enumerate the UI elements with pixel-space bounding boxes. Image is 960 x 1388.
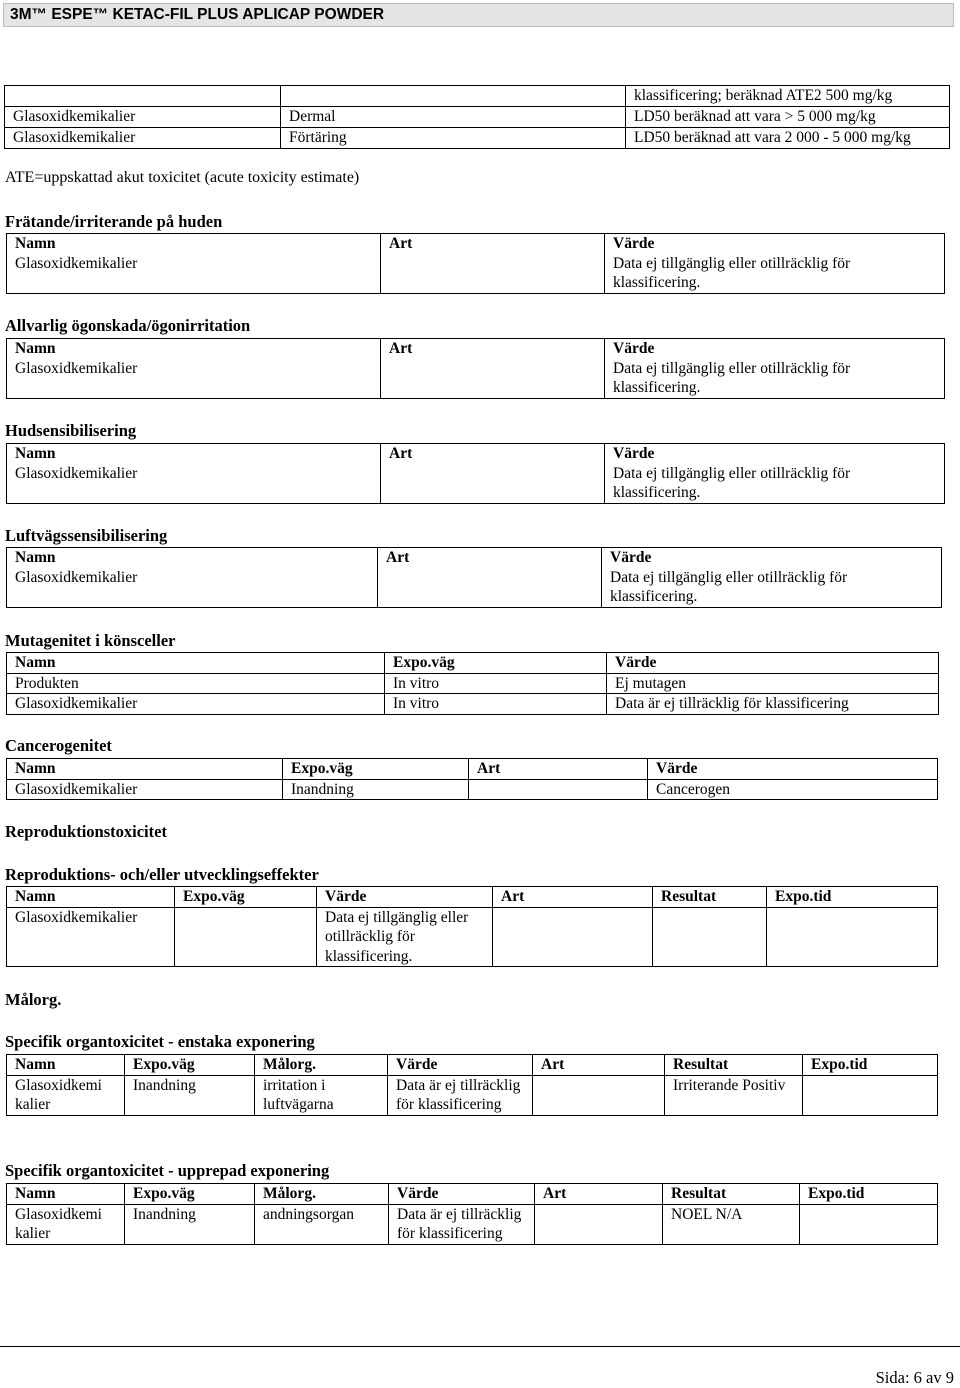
table-cell xyxy=(653,907,767,967)
table-cell xyxy=(493,907,653,967)
section-title: Hudsensibilisering xyxy=(5,421,137,440)
eye-damage-table xyxy=(6,338,945,399)
column-header: Värde xyxy=(602,548,942,568)
table-cell: Data är ej tillräcklig för klassificering xyxy=(607,694,939,715)
table-cell xyxy=(5,86,281,107)
table-row xyxy=(5,86,950,107)
table-header-row xyxy=(7,653,939,674)
column-header: Expo.tid xyxy=(767,887,938,908)
table-header-row xyxy=(7,759,938,780)
table-cell: LD50 beräknad att vara > 5 000 mg/kg xyxy=(626,107,950,128)
table-cell xyxy=(469,779,648,800)
table-cell: andningsorgan xyxy=(255,1204,389,1244)
column-header: Namn xyxy=(7,234,381,254)
reproductive-table xyxy=(6,886,938,967)
column-header: Namn xyxy=(7,548,378,568)
column-header: Art xyxy=(381,444,605,464)
section-title: Luftvägssensibilisering xyxy=(5,526,168,545)
table-cell: Glasoxidkemikalier xyxy=(7,359,381,399)
column-header: Namn xyxy=(7,339,381,359)
table-cell xyxy=(381,359,605,399)
table-cell: Glasoxidkemi kalier xyxy=(7,1204,125,1244)
column-header: Värde xyxy=(648,759,938,780)
column-header: Art xyxy=(493,887,653,908)
column-header: Värde xyxy=(607,653,939,674)
table-cell: Ej mutagen xyxy=(607,673,939,694)
table-header-row xyxy=(7,1055,938,1076)
stot-repeat-table xyxy=(6,1183,938,1245)
column-header: Art xyxy=(469,759,648,780)
section-title: Reproduktionstoxicitet xyxy=(5,822,167,841)
table-cell: LD50 beräknad att vara 2 000 - 5 000 mg/kg xyxy=(626,128,950,149)
table-cell: Data är ej tillräcklig för klassificering xyxy=(388,1075,533,1115)
section-title: Mutagenitet i könsceller xyxy=(5,631,176,650)
mutagenicity-table xyxy=(6,652,939,715)
section-title: Frätande/irriterande på huden xyxy=(5,212,223,231)
table-row xyxy=(5,128,950,149)
table-cell: Data ej tillgänglig eller otillräcklig för klassificering. xyxy=(317,907,493,967)
table-cell: klassificering; beräknad ATE2 500 mg/kg xyxy=(626,86,950,107)
table-cell: Inandning xyxy=(125,1075,255,1115)
table-row xyxy=(7,1204,938,1244)
table-cell: irritation i luftvägarna xyxy=(255,1075,388,1115)
table-cell: Data ej tillgänglig eller otillräcklig för klassificering. xyxy=(605,464,945,504)
column-header: Art xyxy=(381,339,605,359)
column-header: Namn xyxy=(7,1055,125,1076)
column-header: Värde xyxy=(605,339,945,359)
footer-divider xyxy=(0,1346,960,1347)
column-header: Resultat xyxy=(653,887,767,908)
column-header: Namn xyxy=(7,759,283,780)
table-header-row xyxy=(7,234,945,254)
table-cell: Glasoxidkemikalier xyxy=(7,464,381,504)
table-row xyxy=(7,568,942,608)
table-cell: Data är ej tillräcklig för klassificering xyxy=(389,1204,535,1244)
section-title: Specifik organtoxicitet - upprepad exponering xyxy=(5,1161,330,1180)
table-cell: In vitro xyxy=(385,673,607,694)
column-header: Värde xyxy=(389,1184,535,1205)
document-header: 3M™ ESPE™ KETAC-FIL PLUS APLICAP POWDER xyxy=(3,3,954,27)
column-header: Expo.väg xyxy=(283,759,469,780)
table-cell xyxy=(175,907,317,967)
column-header: Art xyxy=(378,548,602,568)
column-header: Värde xyxy=(388,1055,533,1076)
ate-note: ATE=uppskattad akut toxicitet (acute toxicity estimate) xyxy=(5,169,360,186)
table-header-row xyxy=(7,548,942,568)
table-header-row xyxy=(7,444,945,464)
table-cell xyxy=(767,907,938,967)
carcinogenicity-table xyxy=(6,758,938,800)
table-cell xyxy=(381,254,605,294)
table-cell: Glasoxidkemikalier xyxy=(7,779,283,800)
column-header: Expo.väg xyxy=(125,1184,255,1205)
column-header: Art xyxy=(381,234,605,254)
column-header: Värde xyxy=(605,234,945,254)
section-title: Cancerogenitet xyxy=(5,736,112,755)
table-cell: Glasoxidkemikalier xyxy=(7,254,381,294)
table-row xyxy=(7,673,939,694)
section-title: Specifik organtoxicitet - enstaka exponering xyxy=(5,1032,315,1051)
table-row xyxy=(7,359,945,399)
table-header-row xyxy=(7,887,938,908)
column-header: Expo.väg xyxy=(385,653,607,674)
column-header: Expo.väg xyxy=(125,1055,255,1076)
stot-single-table xyxy=(6,1054,938,1116)
table-cell: Dermal xyxy=(281,107,626,128)
column-header: Värde xyxy=(605,444,945,464)
table-cell: Cancerogen xyxy=(648,779,938,800)
table-row xyxy=(7,464,945,504)
table-row xyxy=(7,694,939,715)
table-cell: Glasoxidkemikalier xyxy=(5,128,281,149)
column-header: Resultat xyxy=(663,1184,800,1205)
section-subtitle: Reproduktions- och/eller utvecklingseffekter xyxy=(5,865,319,884)
column-header: Namn xyxy=(7,887,175,908)
table-row xyxy=(7,254,945,294)
section-title: Allvarlig ögonskada/ögonirritation xyxy=(5,316,251,335)
table-cell xyxy=(381,464,605,504)
column-header: Namn xyxy=(7,444,381,464)
column-header: Namn xyxy=(7,653,385,674)
column-header: Expo.väg xyxy=(175,887,317,908)
table-cell: Inandning xyxy=(283,779,469,800)
table-cell xyxy=(378,568,602,608)
page-number: Sida: 6 av 9 xyxy=(875,1368,954,1387)
target-organ-title: Målorg. xyxy=(5,990,62,1009)
table-cell: Glasoxidkemikalier xyxy=(7,694,385,715)
table-header-row xyxy=(7,1184,938,1205)
table-cell: Data ej tillgänglig eller otillräcklig för klassificering. xyxy=(605,254,945,294)
table-cell: Förtäring xyxy=(281,128,626,149)
table-cell xyxy=(803,1075,938,1115)
table-cell xyxy=(533,1075,665,1115)
table-cell: Produkten xyxy=(7,673,385,694)
column-header: Expo.tid xyxy=(800,1184,938,1205)
table-cell xyxy=(535,1204,663,1244)
column-header: Art xyxy=(533,1055,665,1076)
skin-sensitization-table xyxy=(6,443,945,504)
table-cell: Irriterande Positiv xyxy=(665,1075,803,1115)
table-row xyxy=(7,907,938,967)
skin-corrosion-table xyxy=(6,233,945,294)
column-header: Namn xyxy=(7,1184,125,1205)
respiratory-sensitization-table xyxy=(6,547,942,608)
table-cell: Glasoxidkemikalier xyxy=(7,907,175,967)
table-cell xyxy=(281,86,626,107)
table-cell: Glasoxidkemi kalier xyxy=(7,1075,125,1115)
table-row xyxy=(7,779,938,800)
table-row xyxy=(7,1075,938,1115)
table-cell xyxy=(800,1204,938,1244)
column-header: Art xyxy=(535,1184,663,1205)
table-row xyxy=(5,107,950,128)
table-cell: Glasoxidkemikalier xyxy=(7,568,378,608)
column-header: Målorg. xyxy=(255,1184,389,1205)
table-cell: In vitro xyxy=(385,694,607,715)
column-header: Värde xyxy=(317,887,493,908)
table-cell: Data ej tillgänglig eller otillräcklig för klassificering. xyxy=(605,359,945,399)
acute-toxicity-table xyxy=(4,85,950,149)
table-cell: NOEL N/A xyxy=(663,1204,800,1244)
table-cell: Inandning xyxy=(125,1204,255,1244)
column-header: Expo.tid xyxy=(803,1055,938,1076)
column-header: Resultat xyxy=(665,1055,803,1076)
table-header-row xyxy=(7,339,945,359)
column-header: Målorg. xyxy=(255,1055,388,1076)
table-cell: Glasoxidkemikalier xyxy=(5,107,281,128)
table-cell: Data ej tillgänglig eller otillräcklig för klassificering. xyxy=(602,568,942,608)
